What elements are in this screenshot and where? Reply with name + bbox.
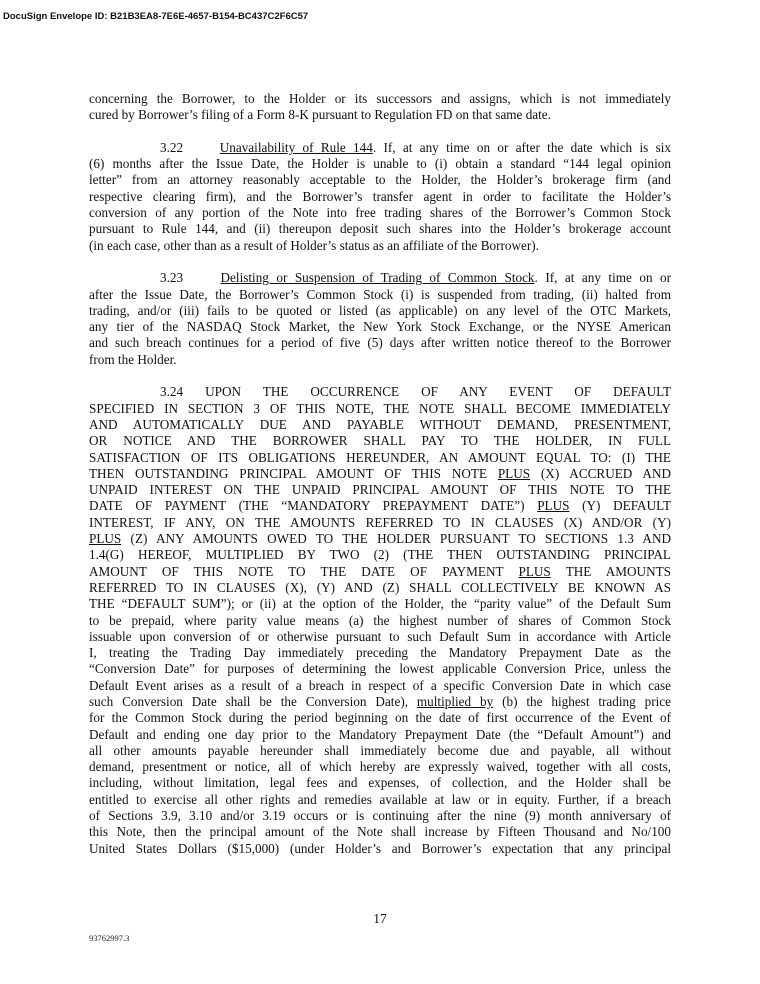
text-line: letter” from an attorney reasonably acceptable to the Holder, the Holder’s brokerage firm (and	[89, 172, 671, 188]
text-line: entitled to exercise all other rights and remedies available at law or in equity. Further, if a breach	[89, 791, 671, 807]
text-run: THEN OUTSTANDING PRINCIPAL AMOUNT OF THIS NOTE	[89, 465, 498, 481]
text-line: trading, and/or (iii) fails to be quoted or listed (as applicable) on any level of the OTC Markets,	[89, 302, 671, 318]
section-3-22	[89, 140, 671, 254]
text-run: (X) ACCRUED AND	[530, 465, 671, 481]
text-line: cured by Borrower’s filing of a Form 8-K pursuant to Regulation FD on that same date.	[89, 107, 551, 123]
section-number: 3.22	[160, 139, 184, 155]
text-line: (6) months after the Issue Date, the Holder is unable to (i) obtain a standard “144 legal opinion	[89, 156, 671, 172]
text-line	[89, 466, 671, 482]
text-line: SPECIFIED IN SECTION 3 OF THIS NOTE, THE NOTE SHALL BECOME IMMEDIATELY	[89, 400, 671, 416]
text-line: and such breach continues for a period of five (5) days after written notice thereof to the Borrower	[89, 335, 671, 351]
text-run: UPON THE OCCURRENCE OF ANY EVENT OF DEFAULT	[205, 384, 672, 400]
plus-term: PLUS	[89, 531, 122, 547]
text-line: Default and ending one day prior to the Mandatory Prepayment Date (the “Default Amount”) and	[89, 726, 671, 742]
text-line	[89, 270, 671, 286]
text-line: including, without limitation, legal fees and expenses, of collection, and the Holder shall be	[89, 775, 671, 791]
document-id: 93762997.3	[89, 933, 130, 943]
text-run: AMOUNT OF THIS NOTE TO THE DATE OF PAYMENT	[89, 563, 519, 579]
text-line	[89, 384, 671, 400]
text-line: OR NOTICE AND THE BORROWER SHALL PAY TO THE HOLDER, IN FULL	[89, 433, 671, 449]
text-line: after the Issue Date, the Borrower’s Common Stock (i) is suspended from trading, (ii) halted from	[89, 286, 671, 302]
section-3-23	[89, 270, 671, 368]
text-line	[89, 140, 671, 156]
text-line: SATISFACTION OF ITS OBLIGATIONS HEREUNDER, AN AMOUNT EQUAL TO: (I) THE	[89, 449, 671, 465]
text-line: from the Holder.	[89, 351, 177, 367]
section-heading: Delisting or Suspension of Trading of Common Stock	[220, 270, 535, 286]
text-line: to be prepaid, where parity value means (a) the highest number of shares of Common Stock	[89, 612, 671, 628]
text-line	[89, 694, 671, 710]
plus-term: PLUS	[497, 465, 531, 481]
text-line	[89, 564, 671, 580]
text-line: REFERRED TO IN CLAUSES (X), (Y) AND (Z) SHALL COLLECTIVELY BE KNOWN AS	[89, 579, 671, 595]
text-run: . If, at any time on or	[534, 270, 672, 286]
section-number: 3.23	[160, 270, 184, 286]
text-line: issuable upon conversion of or otherwise pursuant to such Default Sum in accordance with Article	[89, 628, 671, 644]
section-number: 3.24	[160, 384, 184, 400]
text-line	[89, 498, 671, 514]
text-run: such Conversion Date shall be the Conversion Date),	[89, 693, 417, 709]
text-run: . If, at any time on or after the date which is six	[372, 139, 671, 155]
text-line: (in each case, other than as a result of Holder’s status as an affiliate of the Borrower).	[89, 237, 539, 253]
text-line: AND AUTOMATICALLY DUE AND PAYABLE WITHOUT DEMAND, PRESENTMENT,	[89, 416, 671, 432]
text-line: pursuant to Rule 144, and (ii) thereupon deposit such shares into the Holder’s brokerage account	[89, 221, 671, 237]
page-number: 17	[373, 911, 387, 926]
text-line: all other amounts payable hereunder shall immediately become due and payable, all without	[89, 742, 671, 758]
plus-term: PLUS	[518, 563, 551, 579]
text-line: this Note, then the principal amount of the Note shall increase by Fifteen Thousand and No/100	[89, 824, 671, 840]
text-run: (Y) DEFAULT	[569, 498, 671, 514]
text-line: of Sections 3.9, 3.10 and/or 3.19 occurs or is continuing after the nine (9) month anniversary of	[89, 808, 671, 824]
text-line: respective clearing firm), and the Borrower’s transfer agent in order to facilitate the Holder’s	[89, 188, 671, 204]
document-body	[89, 91, 671, 873]
text-run: (b) the highest trading price	[493, 693, 671, 709]
text-line: “Conversion Date” for purposes of determining the lowest applicable Conversion Price, unless the	[89, 661, 671, 677]
text-line: any tier of the NASDAQ Stock Market, the New York Stock Exchange, or the NYSE American	[89, 319, 671, 335]
text-run: THE AMOUNTS	[550, 563, 671, 579]
text-line: UNPAID INTEREST ON THE UNPAID PRINCIPAL AMOUNT OF THIS NOTE TO THE	[89, 482, 671, 498]
text-line: THE “DEFAULT SUM”); or (ii) at the option of the Holder, the “parity value” of the Default Sum	[89, 596, 671, 612]
text-line: United States Dollars ($15,000) (under Holder’s and Borrower’s expectation that any principal	[89, 840, 671, 856]
text-line: INTEREST, IF ANY, ON THE AMOUNTS REFERRED TO IN CLAUSES (X) AND/OR (Y)	[89, 514, 671, 530]
docusign-envelope-id: DocuSign Envelope ID: B21B3EA8-7E6E-4657-B154-BC437C2F6C57	[3, 11, 309, 22]
section-3-24	[89, 384, 671, 857]
text-line: Default Event arises as a result of a breach in respect of a specific Conversion Date in which case	[89, 677, 671, 693]
plus-term: PLUS	[537, 498, 570, 514]
text-run: DATE OF PAYMENT (THE “MANDATORY PREPAYMENT DATE”)	[89, 498, 538, 514]
section-heading: Unavailability of Rule 144	[219, 139, 373, 155]
continuation-paragraph	[89, 91, 671, 124]
text-line: demand, presentment or notice, all of which hereby are expressly waived, together with all costs,	[89, 759, 671, 775]
text-line: conversion of any portion of the Note into free trading shares of the Borrower’s Common Stock	[89, 205, 671, 221]
text-line: I, treating the Trading Day immediately preceding the Mandatory Prepayment Date as the	[89, 645, 671, 661]
multiplied-by-term: multiplied by	[416, 693, 494, 709]
text-line: 1.4(G) HEREOF, MULTIPLIED BY TWO (2) (THE THEN OUTSTANDING PRINCIPAL	[89, 547, 671, 563]
text-line: for the Common Stock during the period beginning on the date of first occurrence of the Event of	[89, 710, 671, 726]
text-line	[89, 531, 671, 547]
text-run: (Z) ANY AMOUNTS OWED TO THE HOLDER PURSUANT TO SECTIONS 1.3 AND	[121, 531, 671, 547]
text-line: concerning the Borrower, to the Holder or its successors and assigns, which is not immediately	[89, 91, 671, 106]
